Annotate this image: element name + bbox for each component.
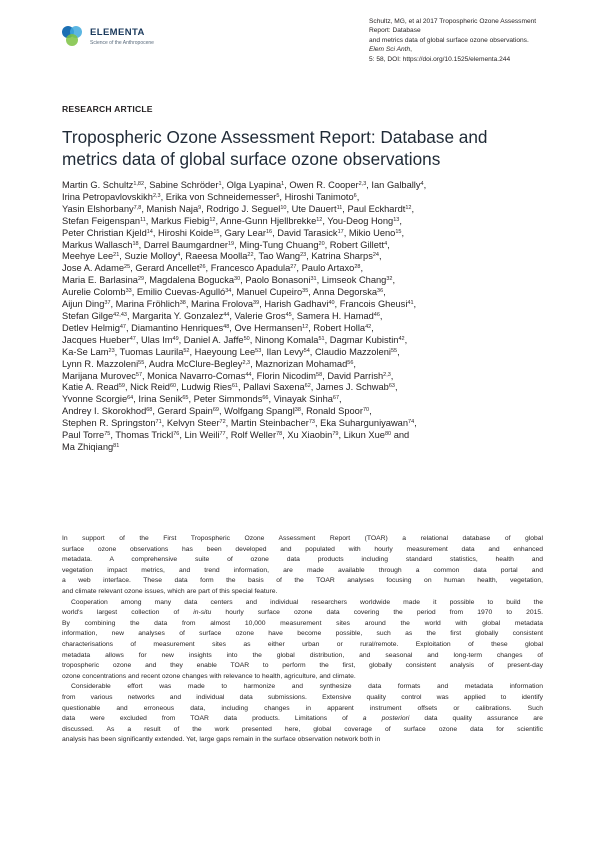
author-name: , Suzie Molloy xyxy=(119,251,178,262)
author-name: , Thomas Trickl xyxy=(110,430,174,441)
abstract-line: information, new analyses of surface ozone have become possible, such as the first globally consistent xyxy=(62,630,543,638)
author-line xyxy=(62,335,547,347)
author-name: , Owen R. Cooper xyxy=(284,180,359,190)
abstract-line: analysis has been significantly extended. Yet, large gaps remain in the surface observation network both in xyxy=(62,736,381,744)
journal-logo-tagline: Science of the Anthropocene xyxy=(90,40,154,46)
journal-logo-name: ELEMENTA xyxy=(90,27,145,38)
affiliation-number[interactable]: 80 xyxy=(384,431,392,438)
affiliation-number[interactable]: 65 xyxy=(182,395,189,402)
abstract-line: characterisations of measurement sites as either urban or rural/remote. Exploitation of these global xyxy=(62,640,543,648)
affiliation-number[interactable]: 23 xyxy=(300,252,307,259)
author-name: Irina Petropavlovskikh xyxy=(62,191,153,202)
author-name: , Xu Xiaobin xyxy=(282,430,333,441)
author-name: Paul Torre xyxy=(62,430,105,441)
author-name: , Pallavi Saxena xyxy=(238,382,305,393)
citation-block: Schultz, MG, et al 2017 Tropospheric Ozone Assessment Report: Database and metrics data of global surface ozone observations. Elem Sci Anth, 5: 58, DOI: https://doi.org/10.1525/elementa.244 xyxy=(369,18,537,63)
affiliation-number[interactable]: 34 xyxy=(225,288,232,295)
author-name: Stephen R. Springston xyxy=(62,418,156,429)
abstract-line: metadata. A comprehensive suite of ozone data products including standard statistics, health and xyxy=(62,556,543,564)
author-name: , Eka Suharguniyawan xyxy=(315,418,409,429)
author-name: Markus Wallasch xyxy=(62,239,133,250)
author-line xyxy=(62,251,547,263)
author-line xyxy=(62,192,547,204)
author-name: , xyxy=(356,191,360,202)
author-name: , Ute Dauert xyxy=(286,203,337,214)
affiliation-number[interactable]: 33 xyxy=(125,288,132,295)
affiliation-number[interactable]: 10 xyxy=(280,204,287,211)
affiliation-number[interactable]: 42 xyxy=(365,323,372,330)
abstract-line: surface ozone observations has been developed and populated with hourly measurement data and enhanced xyxy=(62,545,543,553)
affiliation-number[interactable]: 60 xyxy=(169,383,177,390)
author-name: , Manish Naja xyxy=(141,203,199,214)
affiliation-number[interactable]: 79 xyxy=(332,431,339,438)
author-line xyxy=(62,418,547,430)
affiliation-number[interactable]: 42,43 xyxy=(113,311,127,318)
abstract-line: In support of the First Tropospheric Ozone Assessment Report (TOAR) a relational database of global xyxy=(62,535,543,542)
author-name: , Tuomas Laurila xyxy=(114,346,184,357)
affiliation-number[interactable]: 44 xyxy=(223,311,230,318)
author-name: , Audra McClure-Begley xyxy=(144,358,243,369)
article-title xyxy=(62,126,562,170)
author-name: Andrey I. Skorokhod xyxy=(62,406,147,417)
author-name: , Kelvyn Steer xyxy=(161,418,220,429)
affiliation-number[interactable]: 15 xyxy=(395,228,402,235)
affiliation-number[interactable]: 2,3 xyxy=(242,359,251,366)
affiliation-number[interactable]: 56 xyxy=(347,359,354,366)
author-name: , Diamantino Henriques xyxy=(126,322,224,333)
abstract-line: ozone concentrations and recent ozone changes with relevance to health, agriculture, and climate. xyxy=(62,672,356,680)
abstract-line: and climate relevant ozone issues, which are part of this special feature. xyxy=(62,587,278,595)
affiliation-number[interactable]: 45 xyxy=(285,311,292,318)
affiliation-number[interactable]: 64 xyxy=(127,395,134,402)
affiliation-number[interactable]: 68 xyxy=(146,407,153,414)
author-name: , Olga Lyapina xyxy=(221,180,282,190)
author-name: , Magdalena Bogucka xyxy=(144,275,235,286)
author-name: , Ronald Spoor xyxy=(300,406,363,417)
affiliation-number[interactable]: 52 xyxy=(183,347,190,354)
author-name: , Ilan Levy xyxy=(261,346,304,357)
affiliation-number[interactable]: 62 xyxy=(304,383,311,390)
affiliation-number[interactable]: 55 xyxy=(138,359,145,366)
affiliation-number[interactable]: 17 xyxy=(337,228,344,235)
author-name: Jose A. Adame xyxy=(62,263,125,274)
author-name: Detlev Helmig xyxy=(62,322,120,333)
author-name: , Gerard Spain xyxy=(152,406,213,417)
author-line xyxy=(62,180,547,192)
citation-journal: Elem Sci Anth xyxy=(369,46,411,54)
author-line xyxy=(62,263,547,275)
author-name: , Lin Weili xyxy=(179,430,220,441)
affiliation-number[interactable]: 16 xyxy=(265,228,273,235)
author-name: , xyxy=(387,239,390,250)
affiliation-number[interactable]: 53 xyxy=(255,347,262,354)
author-name: , Paolo Bonasoni xyxy=(240,275,311,286)
affiliation-number[interactable]: 15 xyxy=(213,228,220,235)
citation-line: Schultz, MG, et al 2017 Tropospheric Ozone Assessment Report: Database xyxy=(369,18,537,35)
affiliation-number[interactable]: 54 xyxy=(303,347,310,354)
abstract-paragraph xyxy=(62,682,543,746)
author-name: , Peter Simmonds xyxy=(188,394,263,405)
author-line xyxy=(62,228,547,240)
article-type-label: RESEARCH ARTICLE xyxy=(62,104,153,114)
affiliation-number[interactable]: 12 xyxy=(302,323,309,330)
abstract-line: discussed. As a result of the work presented here, global coverage of surface ozone data for scientific xyxy=(62,725,543,733)
author-name: , Nick Reid xyxy=(124,382,170,393)
author-name: Martin G. Schultz xyxy=(62,180,134,190)
author-name: , Ninong Komala xyxy=(249,334,319,345)
affiliation-number[interactable]: 19 xyxy=(227,240,235,247)
affiliation-number[interactable]: 29 xyxy=(137,276,145,283)
affiliation-number[interactable]: 36 xyxy=(377,288,384,295)
author-name: , David Parrish xyxy=(322,370,384,381)
affiliation-number[interactable]: 44 xyxy=(245,371,252,378)
affiliation-number[interactable]: 12 xyxy=(405,204,412,211)
affiliation-number[interactable]: 14 xyxy=(146,228,153,235)
author-name: , Ludwig Ries xyxy=(176,382,232,393)
author-name: , xyxy=(394,382,398,393)
author-name: , Paulo Artaxo xyxy=(296,263,355,274)
journal-logo xyxy=(60,22,220,52)
author-name: , Ulas Im xyxy=(135,334,173,345)
affiliation-number[interactable]: 72 xyxy=(219,419,226,426)
author-name: , Katrina Sharps xyxy=(306,251,373,262)
author-name: , xyxy=(413,299,417,310)
author-name: , Samera H. Hamad xyxy=(291,310,374,321)
author-name: , You-Deog Hong xyxy=(322,215,394,226)
elementa-logo-icon xyxy=(60,24,84,48)
affiliation-number[interactable]: 5 xyxy=(276,192,280,199)
author-line xyxy=(62,347,547,359)
author-name: , xyxy=(383,287,386,298)
author-line xyxy=(62,204,547,216)
affiliation-number[interactable]: 4 xyxy=(177,252,181,259)
author-name: , Likun Xue xyxy=(338,430,385,441)
author-line xyxy=(62,287,547,299)
author-line xyxy=(62,359,547,371)
author-name: , xyxy=(339,394,342,405)
author-name: , Maznorizan Mohamad xyxy=(250,358,348,369)
author-name: , Gary Lear xyxy=(219,227,266,238)
author-name: Stefan Feigenspan xyxy=(62,215,141,226)
author-name: Katie A. Read xyxy=(62,382,119,393)
affiliation-number[interactable]: 81 xyxy=(113,442,120,449)
author-name: , xyxy=(399,215,402,226)
affiliation-number[interactable]: 31 xyxy=(310,276,317,283)
abstract-line: By combining the data from almost 10,000 measurement sites around the world with global metadata xyxy=(62,619,543,627)
author-line xyxy=(62,430,547,442)
author-line xyxy=(62,311,547,323)
affiliation-number[interactable]: 23 xyxy=(108,347,115,354)
author-name: , xyxy=(414,418,417,429)
affiliation-number[interactable]: 12 xyxy=(209,216,216,223)
author-name: , Robert Holla xyxy=(308,322,366,333)
affiliation-number[interactable]: 2,3 xyxy=(152,192,161,199)
affiliation-number[interactable]: 48 xyxy=(223,323,230,330)
author-name: , Marina Fröhlich xyxy=(110,299,180,310)
affiliation-number[interactable]: 38 xyxy=(179,300,186,307)
author-name: , Markus Fiebig xyxy=(145,215,210,226)
affiliation-number[interactable]: 13 xyxy=(393,216,400,223)
author-name: Aurelie Colomb xyxy=(62,287,126,298)
author-name: , Monica Navarro-Comas xyxy=(142,370,246,381)
author-name: , Ian Galbally xyxy=(366,180,421,190)
author-name: , Hiroshi Tanimoto xyxy=(279,191,354,202)
author-name: , Vinayak Sinha xyxy=(268,394,333,405)
author-line xyxy=(62,442,547,454)
author-line xyxy=(62,275,547,287)
article-title-line: Tropospheric Ozone Assessment Report: Database and xyxy=(62,127,488,147)
author-name: Ka-Se Lam xyxy=(62,346,109,357)
affiliation-number[interactable]: 4 xyxy=(384,240,388,247)
author-name: , Anna Degorska xyxy=(308,287,378,298)
abstract xyxy=(62,534,543,746)
author-name: , Wolfgang Spangl xyxy=(218,406,295,417)
author-name: Lynn R. Mazzoleni xyxy=(62,358,139,369)
author-name: , xyxy=(411,203,415,214)
author-name: , xyxy=(423,180,427,190)
affiliation-number[interactable]: 47 xyxy=(119,323,126,330)
affiliation-number[interactable]: 37 xyxy=(104,300,111,307)
affiliation-number[interactable]: 21 xyxy=(113,252,120,259)
affiliation-number[interactable]: 11 xyxy=(336,204,343,211)
author-line xyxy=(62,394,547,406)
affiliation-number[interactable]: 46 xyxy=(373,311,380,318)
affiliation-number[interactable]: 59 xyxy=(118,383,125,390)
affiliation-number[interactable]: 2,3 xyxy=(383,371,391,378)
author-name: , Marina Frolova xyxy=(185,299,254,310)
citation-line: and metrics data of global surface ozone observations. xyxy=(369,36,529,44)
affiliation-number[interactable]: 39 xyxy=(253,300,260,307)
affiliation-number[interactable]: 74 xyxy=(408,419,415,426)
affiliation-number[interactable]: 6 xyxy=(353,192,357,199)
abstract-line: vegetation impact metrics, and trend information, are made available through a common data portal and xyxy=(62,566,543,574)
abstract-line: Cooperation among many data centers and individual researchers worldwide made it possible to build the xyxy=(71,598,543,606)
affiliation-number[interactable]: 73 xyxy=(308,419,315,426)
affiliation-number[interactable]: 1,82 xyxy=(133,181,145,187)
affiliation-number[interactable]: 22 xyxy=(247,252,254,259)
affiliation-number[interactable]: 27 xyxy=(290,264,297,271)
author-name: , Anne-Gunn Hjellbrekke xyxy=(215,215,317,226)
affiliation-number[interactable]: 57 xyxy=(135,371,143,378)
affiliation-number[interactable]: 51 xyxy=(318,335,325,342)
author-name: , xyxy=(392,275,396,286)
affiliation-number[interactable]: 9 xyxy=(198,204,202,211)
author-name: , Gerard Ancellet xyxy=(130,263,200,274)
author-name: , Irina Senik xyxy=(133,394,183,405)
author-name: , Paul Eckhardt xyxy=(342,203,406,214)
author-line xyxy=(62,240,547,252)
abstract-line: Considerable effort was made to harmonize and synthesize data formats and metadata information xyxy=(71,683,543,691)
author-name: , Claudio Mazzoleni xyxy=(309,346,391,357)
author-name: , Florin Nicodim xyxy=(251,370,317,381)
author-line xyxy=(62,382,547,394)
affiliation-number[interactable]: 1 xyxy=(281,181,285,187)
author-name: , xyxy=(404,334,408,345)
affiliation-number[interactable]: 2,3 xyxy=(358,181,367,187)
affiliation-number[interactable]: 61 xyxy=(231,383,238,390)
author-name: , xyxy=(378,251,382,262)
author-name: , Francesco Apadula xyxy=(205,263,291,274)
author-name: Marijana Murovec xyxy=(62,370,136,381)
author-name: , James J. Schwab xyxy=(310,382,389,393)
abstract-paragraph xyxy=(62,598,543,683)
author-line xyxy=(62,323,547,335)
affiliation-number[interactable]: 77 xyxy=(219,431,226,438)
author-name: , Dagmar Kubistin xyxy=(324,334,399,345)
author-name: Jacques Hueber xyxy=(62,334,130,345)
author-name: , Rolf Weller xyxy=(225,430,277,441)
author-name: , xyxy=(397,346,400,357)
affiliation-number[interactable]: 41 xyxy=(407,300,414,307)
author-name: , Limseok Chang xyxy=(316,275,387,286)
affiliation-number[interactable]: 55 xyxy=(390,347,398,354)
author-line xyxy=(62,299,547,311)
author-line xyxy=(62,371,547,383)
author-name: , xyxy=(379,310,383,321)
affiliation-number[interactable]: 40 xyxy=(328,300,335,307)
author-name: , xyxy=(360,263,364,274)
affiliation-number[interactable]: 42 xyxy=(398,335,405,342)
affiliation-number[interactable]: 35 xyxy=(302,288,309,295)
affiliation-number[interactable]: 47 xyxy=(129,335,136,342)
affiliation-number[interactable]: 50 xyxy=(243,335,250,342)
citation-doi[interactable]: 5: 58, DOI: https://doi.org/10.1525/elementa.244 xyxy=(369,55,511,63)
author-name: , Manuel Cupeiro xyxy=(231,287,303,298)
author-name: , Erika von Schneidemesser xyxy=(160,191,277,202)
author-name: , Robert Gillett xyxy=(324,239,385,250)
abstract-line: metadata allows for new insights into the global distribution, and seasonal and long-term changes of xyxy=(62,651,543,659)
author-name: , Ove Hermansen xyxy=(229,322,303,333)
affiliation-number[interactable]: 11 xyxy=(140,216,146,223)
affiliation-number[interactable]: 78 xyxy=(276,431,283,438)
author-name: , Hiroshi Koide xyxy=(152,227,214,238)
article-title-line: metrics data of global surface ozone observations xyxy=(62,149,441,169)
author-name: Peter Christian Kjeld xyxy=(62,227,147,238)
affiliation-number[interactable]: 4 xyxy=(420,181,424,187)
affiliation-number[interactable]: 20 xyxy=(318,240,325,247)
author-name: , xyxy=(390,370,394,381)
affiliation-number[interactable]: 38 xyxy=(294,407,301,414)
author-name: , Rodrigo J. Seguel xyxy=(201,203,281,214)
affiliation-number[interactable]: 66 xyxy=(262,395,269,402)
author-line xyxy=(62,406,547,418)
author-name: , Ming-Tung Chuang xyxy=(234,239,319,250)
abstract-line: questionable and erroneous data, including changes in apparent instrument offsets or calibrations. Such xyxy=(62,704,543,712)
author-name: , xyxy=(371,322,374,333)
author-name: , David Tarasick xyxy=(272,227,338,238)
author-name: Meehye Lee xyxy=(62,251,114,262)
affiliation-number[interactable]: 70 xyxy=(362,407,370,414)
affiliation-number[interactable]: 71 xyxy=(155,419,162,426)
affiliation-number[interactable]: 30 xyxy=(234,276,241,283)
affiliation-number[interactable]: 1 xyxy=(218,181,222,187)
author-name: , xyxy=(369,406,372,417)
author-name: , Haeyoung Lee xyxy=(189,346,256,357)
author-name: , Mikio Ueno xyxy=(343,227,396,238)
affiliation-number[interactable]: 58 xyxy=(316,371,323,378)
author-name: , Sabine Schröder xyxy=(144,180,219,190)
affiliation-number[interactable]: 63 xyxy=(388,383,395,390)
abstract-line: world's largest collection of in-situ hourly surface ozone data covering the period from 1970 to 2015. xyxy=(62,609,543,617)
affiliation-number[interactable]: 75 xyxy=(104,431,111,438)
author-name: , Emilio Cuevas-Agulló xyxy=(131,287,226,298)
abstract-line: from various networks and individual data submissions. Extensive quality control was applied to identify xyxy=(62,693,543,701)
author-name: , Raeesa Moolla xyxy=(180,251,248,262)
author-name: Maria E. Barlasina xyxy=(62,275,138,286)
abstract-line: a web interface. These data form the basis of the TOAR analyses focusing on human health, vegetation, xyxy=(62,577,543,585)
affiliation-number[interactable]: 7,8 xyxy=(133,204,142,211)
author-list xyxy=(62,180,547,454)
author-name: Yvonne Scorgie xyxy=(62,394,128,405)
affiliation-number[interactable]: 12 xyxy=(316,216,323,223)
affiliation-number[interactable]: 28 xyxy=(354,264,361,271)
affiliation-number[interactable]: 24 xyxy=(372,252,379,259)
affiliation-number[interactable]: 49 xyxy=(172,335,179,342)
author-name: , Margarita Y. Gonzalez xyxy=(126,310,224,321)
author-name: , Tao Wang xyxy=(253,251,301,262)
abstract-paragraph xyxy=(62,534,543,598)
affiliation-number[interactable]: 67 xyxy=(332,395,340,402)
affiliation-number[interactable]: 76 xyxy=(173,431,180,438)
author-name: , Harish Gadhavi xyxy=(259,299,329,310)
author-name: , Martin Steinbacher xyxy=(225,418,309,429)
author-name: , xyxy=(353,358,356,369)
affiliation-number[interactable]: 32 xyxy=(386,276,393,283)
author-name: , Darrel Baumgardner xyxy=(138,239,228,250)
author-name: , xyxy=(401,227,405,238)
author-name: , Francois Gheusi xyxy=(334,299,408,310)
abstract-line: tropospheric ozone and they enable TOAR to perform the first, globally consistent analysis of present-day xyxy=(62,662,543,670)
abstract-line: data were excluded from TOAR data products. Limitations of a posteriori data quality assurance are xyxy=(62,715,543,723)
affiliation-number[interactable]: 18 xyxy=(132,240,139,247)
affiliation-number[interactable]: 69 xyxy=(212,407,219,414)
author-name: , Daniel A. Jaffe xyxy=(178,334,244,345)
author-line xyxy=(62,216,547,228)
affiliation-number[interactable]: 25 xyxy=(124,264,131,271)
author-name: , Valerie Gros xyxy=(229,310,286,321)
author-name: Ma Zhiqiang xyxy=(62,441,114,452)
author-name: Aijun Ding xyxy=(62,299,105,310)
author-name: and xyxy=(391,430,410,441)
author-name: Stefan Gilge xyxy=(62,310,114,321)
affiliation-number[interactable]: 26 xyxy=(199,264,206,271)
author-name: Yasin Elshorbany xyxy=(62,203,134,214)
